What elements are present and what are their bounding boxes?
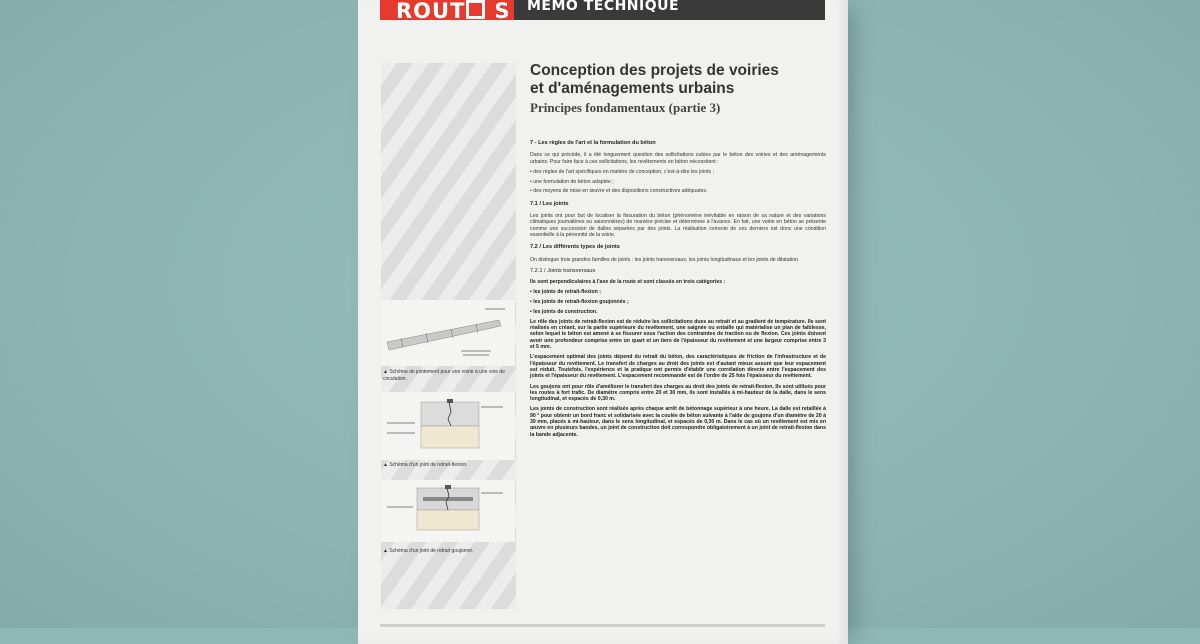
document-title [530, 62, 830, 98]
document-subtitle: Principes fondamentaux (partie 3) [530, 100, 721, 115]
list-item: • une formulation de béton adaptée ; [530, 178, 614, 185]
paragraph-d: Les joints de construction sont réalisés après chaque arrêt de bétonnage supérieur à une heure. La dalle est retaillée à 90 ° pour obtenir un bord franc et solidarisée avec la coulée de béton suivante à l'aide de goujons d'un diamètre de 20 à 30 mm, placés à mi-hauteur, dans le sens longitudinal, et espacés de 0,30 m. Dans le cas où un revêtement est mis en œuvre en plusieurs bandes, un joint de construction doit correspondre obligatoirement à un joint de retrait-flexion dans la bande adjacente. [530, 406, 826, 438]
figure-1-caption: ▲ Schéma de jointement pour une voirie à une voie de circulation. [383, 369, 505, 382]
section-7-heading: 7 - Les règles de l'art et la formulation du béton [530, 140, 656, 146]
logo-box-icon [466, 0, 485, 19]
figure-3-caption: ▲ Schéma d'un joint de retrait goujonné. [383, 548, 474, 554]
list-item: • des règles de l'art spécifiques en matière de conception, c'est-à-dire les joints ; [530, 168, 715, 175]
logo-right: S [494, 0, 511, 20]
list-item: • les joints de retrait-flexion goujonnés ; [530, 299, 629, 306]
triangle-icon: ▲ [383, 548, 388, 554]
triangle-icon: ▲ [383, 369, 388, 375]
section-7-1-text: Les joints ont pour but de localiser la fissuration du béton (phénomène inévitable en raison de sa nature et des variations climatiques journalières ou saisonnières) de manière précise et déterminée à l'avance. En fait, une voirie en béton se présente comme une succession de dalles séparées par des joints. La réalisation correcte de ces derniers est donc une condition essentielle à la pérennité de la voirie. [530, 213, 826, 238]
figure-1 [381, 300, 515, 366]
header-title: MEMO TECHNIQUE [527, 0, 680, 14]
figure-3 [381, 480, 515, 542]
section-7-2-1-heading: 7.2.1 / Joints transversaux [530, 267, 596, 274]
list-item: • les joints de construction. [530, 309, 598, 316]
title-line-1: Conception des projets de voiries [530, 62, 779, 79]
paragraph-b: L'espacement optimal des joints dépend du retrait du béton, des caractéristiques de friction de l'infrastructure et de l'épaisseur du revêtement. Le transfert de charges au droit des joints est d'autant mieux assuré que leur espacement est réduit. Toutefois, l'expérience et la pratique ont permis d'établir une corrélation directe entre l'espacement des joints et l'épaisseur du revêtement. L'espacement recommandé est de l'ordre de 25 fois l'épaisseur du revêtement. [530, 354, 826, 380]
triangle-icon: ▲ [383, 462, 388, 468]
section-7-2-text: On distingue trois grandes familles de joints : les joints transversaux, les joints longitudinaux et les joints de dilatation. [530, 256, 800, 263]
footer-line [380, 624, 825, 627]
section-7-intro: Dans ce qui précède, il a été longuement question des sollicitations subies par le béton des voiries et des aménagements urbains. Pour faire face à ces sollicitations, les revêtements en béton nécessitent : [530, 152, 826, 165]
list-item: • les joints de retrait-flexion ; [530, 289, 602, 296]
section-7-1-heading: 7.1 / Les joints [530, 200, 569, 207]
section-7-2-1-intro: Ils sont perpendiculaires à l'axe de la route et sont classés en trois catégories : [530, 279, 726, 286]
body-text [530, 140, 826, 442]
section-7-2-heading: 7.2 / Les différents types de joints [530, 244, 620, 251]
title-line-2: et d'aménagements urbains [530, 80, 735, 97]
list-item: • des moyens de mise en œuvre et des dispositions constructives adéquates. [530, 188, 708, 195]
routes-logo [380, 0, 514, 20]
paragraph-a: Le rôle des joints de retrait-flexion est de réduire les sollicitations dues au retrait et au gradient de température. Ils sont réalisés en créant, sur la partie supérieure du revêtement, une saignée ou entaille qui matérialise un plan de faiblesse, selon lequel le béton est amené à se fissurer sous l'action des contraintes de traction ou de flexion. Ces joints doivent avoir une profondeur comprise entre un quart et un tiers de l'épaisseur du revêtement et une largeur comprise entre 3 et 5 mm. [530, 318, 826, 351]
figure-2-caption: ▲ Schéma d'un joint de retrait-flexion. [383, 462, 468, 468]
logo-left: ROUT [396, 0, 466, 20]
paragraph-c: Les goujons ont pour rôle d'améliorer le transfert des charges au droit des joints de retrait-flexion. Ils sont utilisés pour les routes à fort trafic. De diamètre compris entre 20 et 30 mm, ils sont installés à mi-hauteur de la dalle, dans le sens longitudinal, et espacés de 0,30 m. [530, 383, 826, 403]
figure-2 [381, 392, 515, 460]
